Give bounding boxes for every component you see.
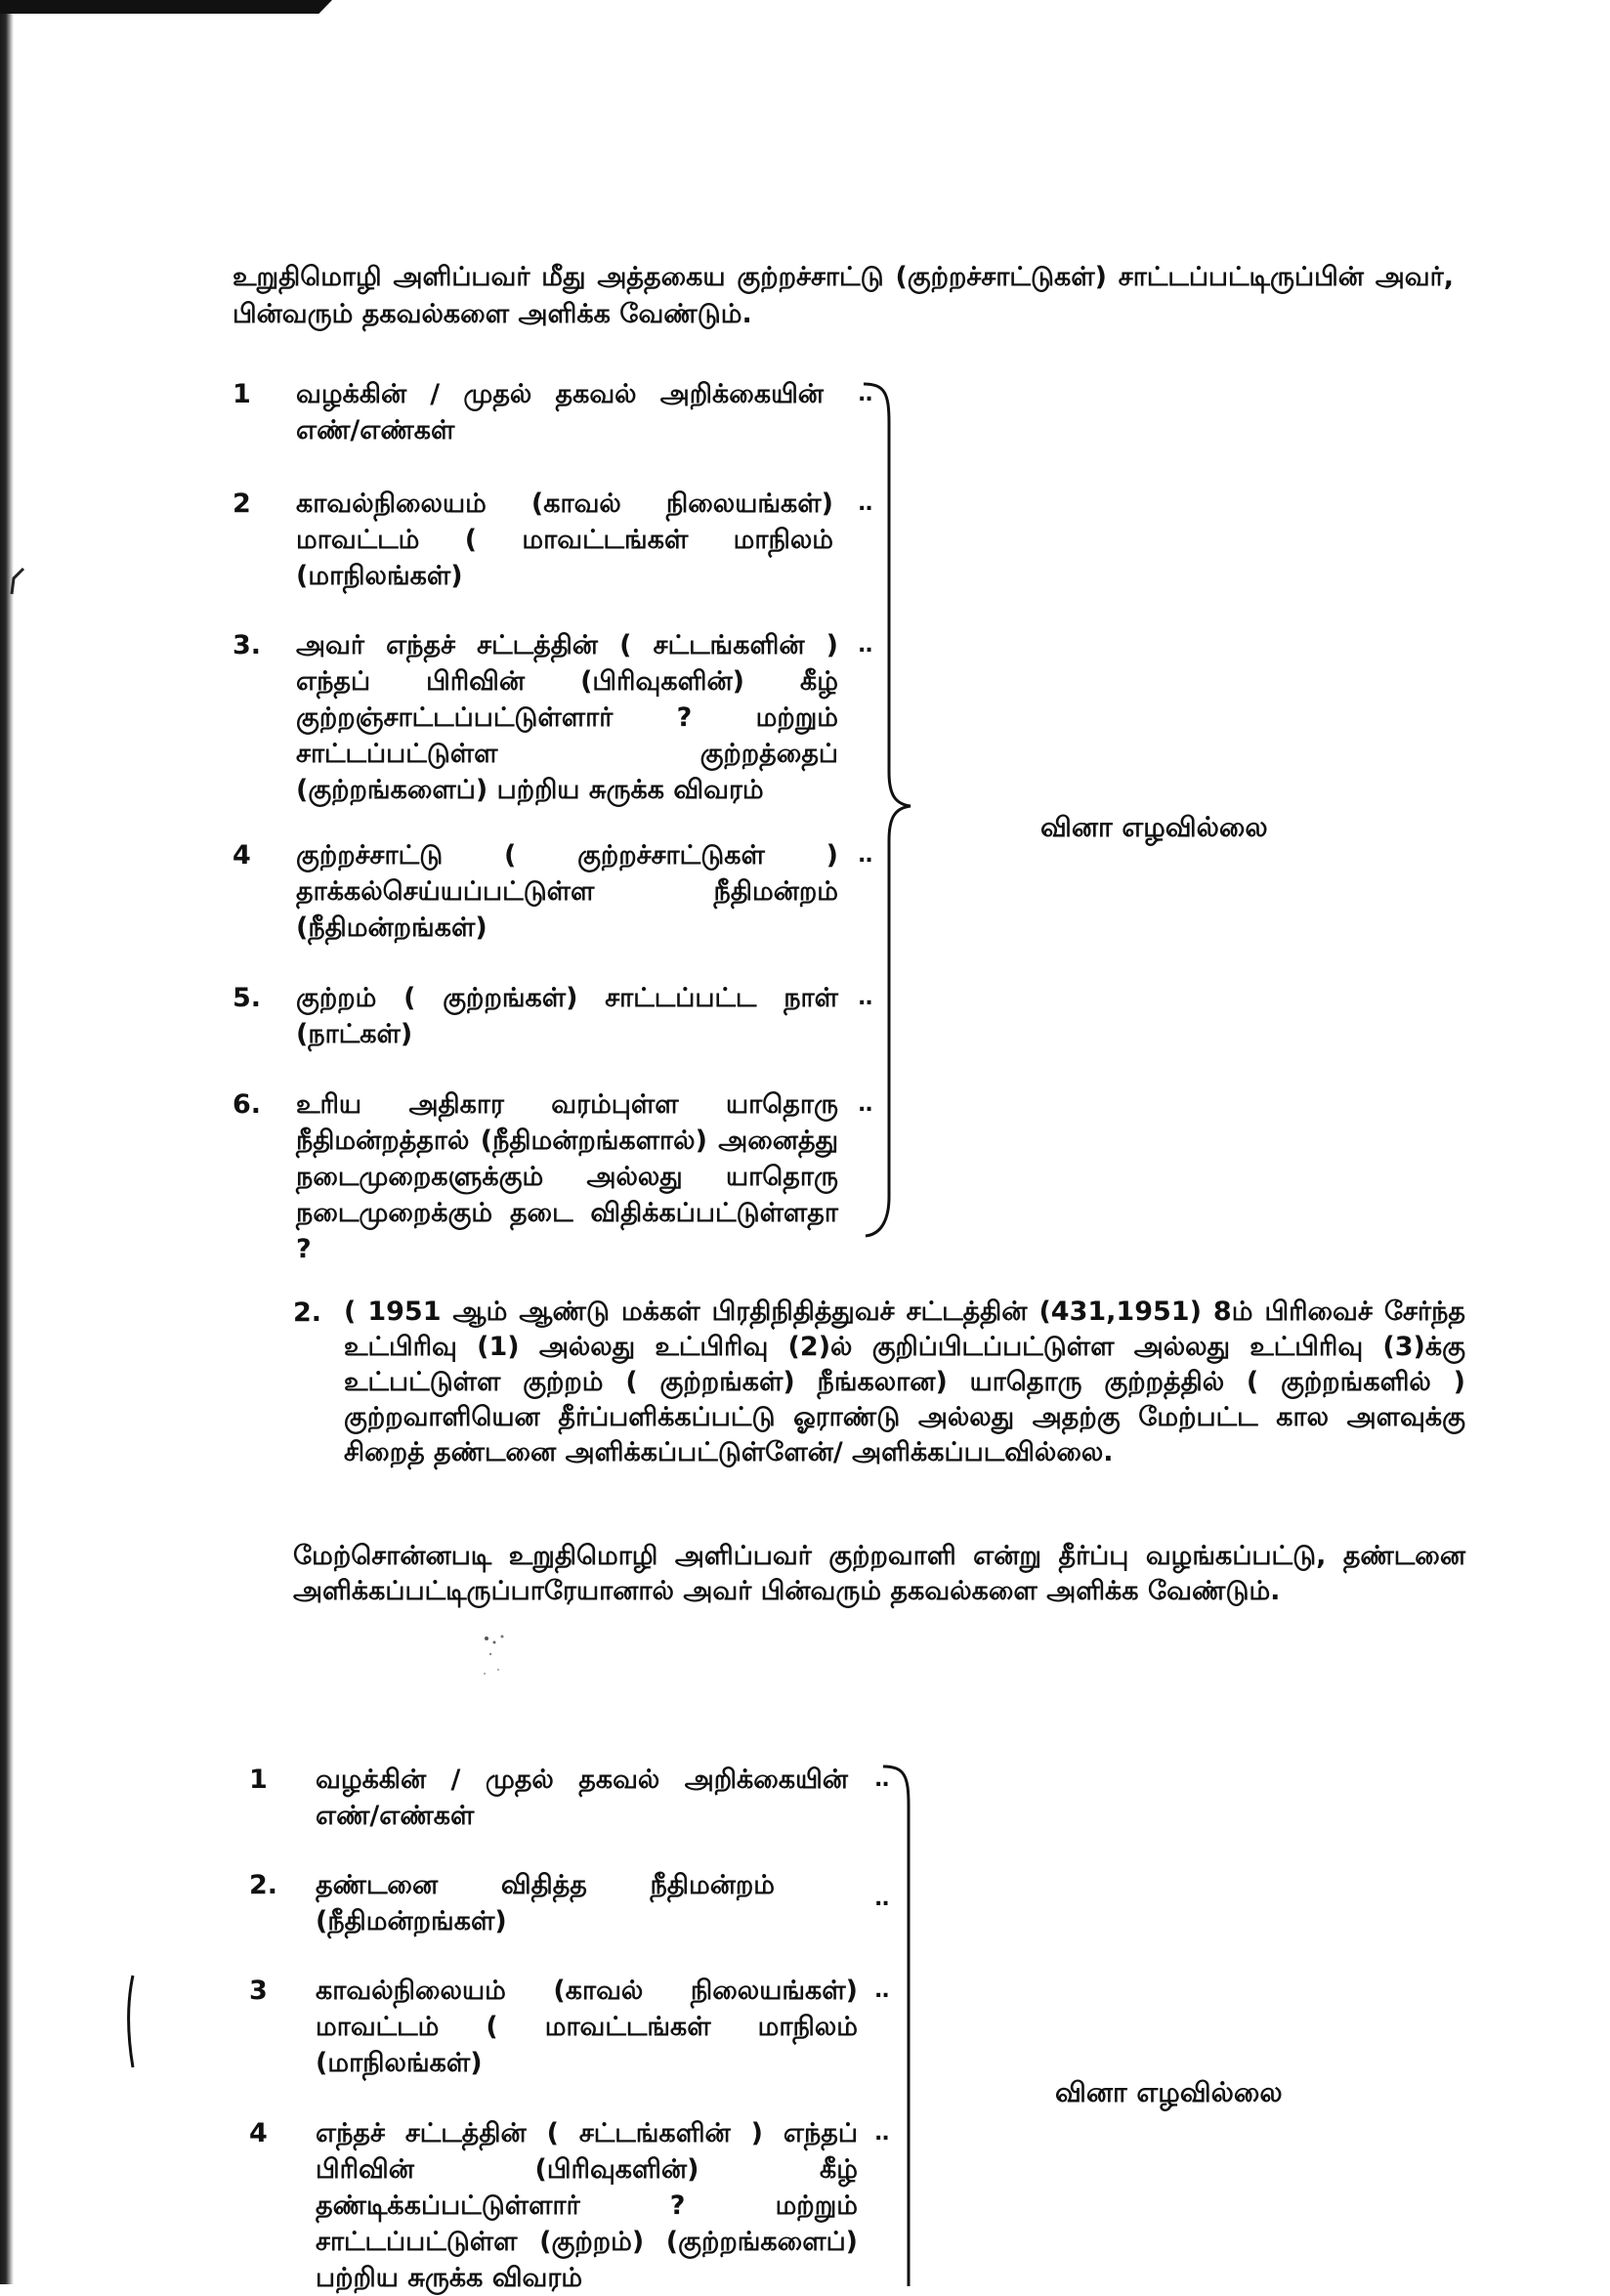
item-number: 1 — [249, 1765, 268, 1795]
right-brace-icon — [860, 376, 918, 1255]
item-number: 6. — [233, 1089, 262, 1120]
item-text: அவர் எந்தச் சட்டத்தின் ( சட்டங்களின் ) எந்தப் பிரிவின் (பிரிவுகளின்) கீழ் குற்றஞ்சாட்டப்பட்டுள்ளார் ? மற்றும் சாட்டப்பட்டுள்ள குற்றத்தைப் (குற்றங்களைப்) பற்றிய சுருக்க விவரம் — [296, 630, 838, 805]
right-brace-icon — [879, 1759, 938, 2286]
scan-edge — [0, 0, 14, 2284]
item-dots: .. — [858, 382, 872, 406]
item-dots: .. — [858, 986, 872, 1010]
item-dots: .. — [874, 1767, 889, 1792]
item-text: காவல்நிலையம் (காவல் நிலையங்கள்) மாவட்டம் ( மாவட்டங்கள் மாநிலம் (மாநிலங்கள்) — [316, 1976, 858, 2078]
scan-top-mark — [0, 0, 332, 14]
item-dots: .. — [874, 1887, 889, 1911]
item-text: குற்றச்சாட்டு ( குற்றச்சாட்டுகள் ) தாக்கல்செய்யப்பட்டுள்ள நீதிமன்றம் (நீதிமன்றங்கள்) — [296, 840, 838, 943]
item-number: 1 — [233, 379, 251, 409]
item-dots: .. — [874, 1978, 889, 2003]
item-number: 2. — [249, 1870, 278, 1900]
item-text: தண்டனை விதித்த நீதிமன்றம் (நீதிமன்றங்கள்) — [316, 1870, 775, 1936]
scan-side-mark — [10, 567, 25, 596]
item-dots: .. — [858, 1092, 872, 1117]
intro-paragraph: உறுதிமொழி அளிப்பவர் மீது அத்தகைய குற்றச்சாட்டு (குற்றச்சாட்டுகள்) சாட்டப்பட்டிருப்பின் அவர், பின்வரும் தகவல்களை அளிக்க வேண்டும். — [233, 262, 1454, 329]
item-text: வழக்கின் / முதல் தகவல் அறிக்கையின் எண்/எண்கள் — [316, 1765, 848, 1831]
item-text: எந்தச் சட்டத்தின் ( சட்டங்களின் ) எந்தப் பிரிவின் (பிரிவுகளின்) கீழ் தண்டிக்கப்பட்டுள்ளார் ? மற்றும் சாட்டப்பட்டுள்ள (குற்றம்) (குற்றங்களைப்) பற்றிய சுருக்க விவரம் — [316, 2118, 858, 2293]
item-number: 5. — [233, 983, 262, 1013]
item-number: 3 — [249, 1976, 268, 2006]
item-text: குற்றம் ( குற்றங்கள்) சாட்டப்பட்ட நாள் (நாட்கள்) — [296, 983, 838, 1049]
item-dots: .. — [874, 2121, 889, 2146]
item-text: வழக்கின் / முதல் தகவல் அறிக்கையின் எண்/எண்கள் — [296, 379, 824, 446]
item-number: 3. — [233, 630, 262, 660]
item-dots: .. — [858, 843, 872, 868]
item-number: 4 — [249, 2118, 268, 2148]
item-text: உரிய அதிகார வரம்புள்ள யாதொரு நீதிமன்றத்தால் (நீதிமன்றங்களால்) அனைத்து நடைமுறைகளுக்கும் அல்லது யாதொரு நடைமுறைக்கும் தடை விதிக்கப்பட்டுள்ளதா ? — [296, 1089, 838, 1264]
section1-answer: வினா எழவில்லை — [1040, 811, 1268, 843]
item-dots: .. — [858, 491, 872, 516]
smudge-mark — [467, 1627, 526, 1685]
clause2-paragraph: ( 1951 ஆம் ஆண்டு மக்கள் பிரதிநிதித்துவச் சட்டத்தின் (431,1951) 8ம் பிரிவைச் சேர்ந்த உட்பிரிவு (1) அல்லது உட்பிரிவு (2)ல் குறிப்பிடப்பட்டுள்ள அல்லது உட்பிரிவு (3)க்கு உட்பட்டுள்ள குற்றம் ( குற்றங்கள்) நீங்கலான) யாதொரு குற்றத்தில் ( குற்றங்களில் ) குற்றவாளியென தீர்ப்பளிக்கப்பட்டு ஓராண்டு அல்லது அதற்கு மேற்பட்ட கால அளவுக்கு சிறைத் தண்டனை அளிக்கப்பட்டுள்ளேன்/ அளிக்கப்படவில்லை. — [344, 1297, 1465, 1467]
section2-answer: வினா எழவில்லை — [1055, 2076, 1283, 2108]
convicted-intro-paragraph: மேற்சொன்னபடி உறுதிமொழி அளிப்பவர் குற்றவாளி என்று தீர்ப்பு வழங்கப்பட்டு, தண்டனை அளிக்கப்பட்டிருப்பாரேயானால் அவர் பின்வரும் தகவல்களை அளிக்க வேண்டும். — [293, 1541, 1465, 1606]
item-dots: .. — [858, 633, 872, 658]
item-number: 4 — [233, 840, 251, 871]
item-text: காவல்நிலையம் (காவல் நிலையங்கள்) மாவட்டம் ( மாவட்டங்கள் மாநிலம் (மாநிலங்கள்) — [296, 489, 833, 591]
clause2-number: 2. — [293, 1297, 322, 1328]
item-number: 2 — [233, 489, 251, 519]
pen-mark — [123, 1974, 139, 2071]
